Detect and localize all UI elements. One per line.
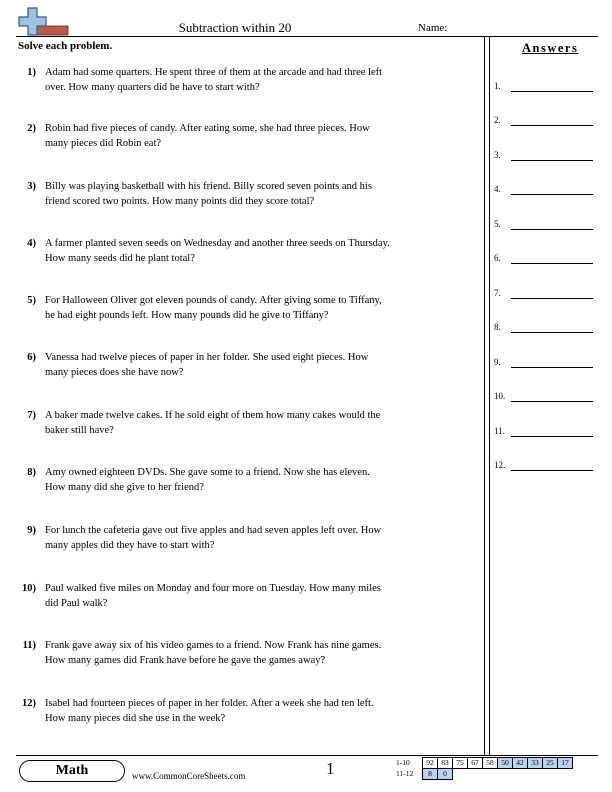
problem-number: 1) (27, 67, 36, 78)
answer-line-9[interactable] (494, 357, 594, 371)
answer-line-7[interactable] (494, 288, 594, 302)
score-cell: 25 (543, 758, 558, 769)
problem-number: 5) (27, 295, 36, 306)
answer-label: 7. (494, 288, 501, 298)
score-row-11-12 (396, 769, 573, 780)
answer-line-4[interactable] (494, 184, 594, 198)
name-label: Name: (418, 22, 448, 34)
problem-text: For lunch the cafeteria gave out five apples and had seven apples left over. How many apples did they have to start with? (45, 525, 382, 551)
answer-line-5[interactable] (494, 219, 594, 233)
score-cell: 50 (498, 758, 513, 769)
problem-number: 8) (27, 467, 36, 478)
answer-line-12[interactable] (494, 460, 594, 474)
score-cell: 8 (423, 769, 438, 780)
problem-number: 4) (27, 238, 36, 249)
answer-label: 12. (494, 460, 506, 470)
problem-text: Adam had some quarters. He spent three of them at the arcade and had three left over. How many quarters did he have to start with? (45, 67, 383, 93)
problem-text: Frank gave away six of his video games to a friend. Now Frank has nine games. How many games did Frank have before he gave the games away? (45, 640, 382, 666)
answer-label: 8. (494, 322, 501, 332)
problem-number: 7) (27, 410, 36, 421)
score-cell: 17 (558, 758, 573, 769)
header-rule (16, 36, 598, 37)
score-cell: 58 (483, 758, 498, 769)
answer-line-8[interactable] (494, 322, 594, 336)
problem-text: Isabel had fourteen pieces of paper in her folder. After a week she had ten left. How many pieces did she use in the week? (45, 698, 374, 724)
plus-sign-logo-icon (18, 6, 70, 40)
problem-text: Vanessa had twelve pieces of paper in her folder. She used eight pieces. How many pieces does she have now? (45, 352, 369, 378)
answer-label: 1. (494, 81, 501, 91)
score-range: 1-10 (396, 758, 410, 767)
answer-line-10[interactable] (494, 391, 594, 405)
score-cell: 42 (513, 758, 528, 769)
problem-text: Paul walked five miles on Monday and four more on Tuesday. How many miles did Paul walk? (45, 583, 381, 609)
answer-line-6[interactable] (494, 253, 594, 267)
subject-badge: Math (19, 760, 125, 782)
score-row-1-10 (396, 758, 573, 769)
problem-text: A farmer planted seven seeds on Wednesday and another three seeds on Thursday. How many seeds did he plant total? (45, 238, 390, 264)
worksheet-title: Subtraction within 20 (178, 20, 292, 35)
score-cell: 83 (438, 758, 453, 769)
problem-text: Robin had five pieces of candy. After eating some, she had three pieces. How many pieces did Robin eat? (45, 123, 370, 149)
answer-label: 2. (494, 115, 501, 125)
problem-text: A baker made twelve cakes. If he sold eight of them how many cakes would the baker still have? (45, 410, 381, 436)
problem-text: Billy was playing basketball with his friend. Billy scored seven points and his friend scored two points. How many points did they score total? (45, 181, 372, 207)
score-cell: 0 (438, 769, 453, 780)
score-cell: 67 (468, 758, 483, 769)
problem-number: 10) (22, 583, 36, 594)
problem-number: 9) (27, 525, 36, 536)
column-divider (484, 37, 490, 755)
answers-heading: Answers (522, 41, 579, 55)
website-link[interactable]: www.CommonCoreSheets.com (132, 771, 246, 781)
answer-label: 11. (494, 426, 505, 436)
problem-number: 12) (22, 698, 36, 709)
problem-text: For Halloween Oliver got eleven pounds of candy. After giving some to Tiffany, he had eight pounds left. How many pounds did he give to Tiffany? (45, 295, 382, 321)
answer-label: 3. (494, 150, 501, 160)
footer-rule (16, 755, 598, 756)
answer-line-2[interactable] (494, 115, 594, 129)
answer-label: 9. (494, 357, 501, 367)
problem-number: 2) (27, 123, 36, 134)
problem-text: Amy owned eighteen DVDs. She gave some to a friend. Now she has eleven. How many did she give to her friend? (45, 467, 370, 493)
problem-number: 3) (27, 181, 36, 192)
answer-label: 10. (494, 391, 506, 401)
score-key-table (396, 757, 573, 780)
score-cell: 92 (423, 758, 438, 769)
answer-label: 4. (494, 184, 501, 194)
answer-line-11[interactable] (494, 426, 594, 440)
answer-line-1[interactable] (494, 81, 594, 95)
problem-number: 11) (22, 640, 36, 651)
problem-number: 6) (27, 352, 36, 363)
score-range: 11-12 (396, 769, 414, 778)
page-number: 1 (326, 759, 335, 778)
score-cell: 33 (528, 758, 543, 769)
instructions: Solve each problem. (18, 40, 113, 52)
answer-line-3[interactable] (494, 150, 594, 164)
answer-label: 6. (494, 253, 501, 263)
answer-label: 5. (494, 219, 501, 229)
score-cell: 75 (453, 758, 468, 769)
